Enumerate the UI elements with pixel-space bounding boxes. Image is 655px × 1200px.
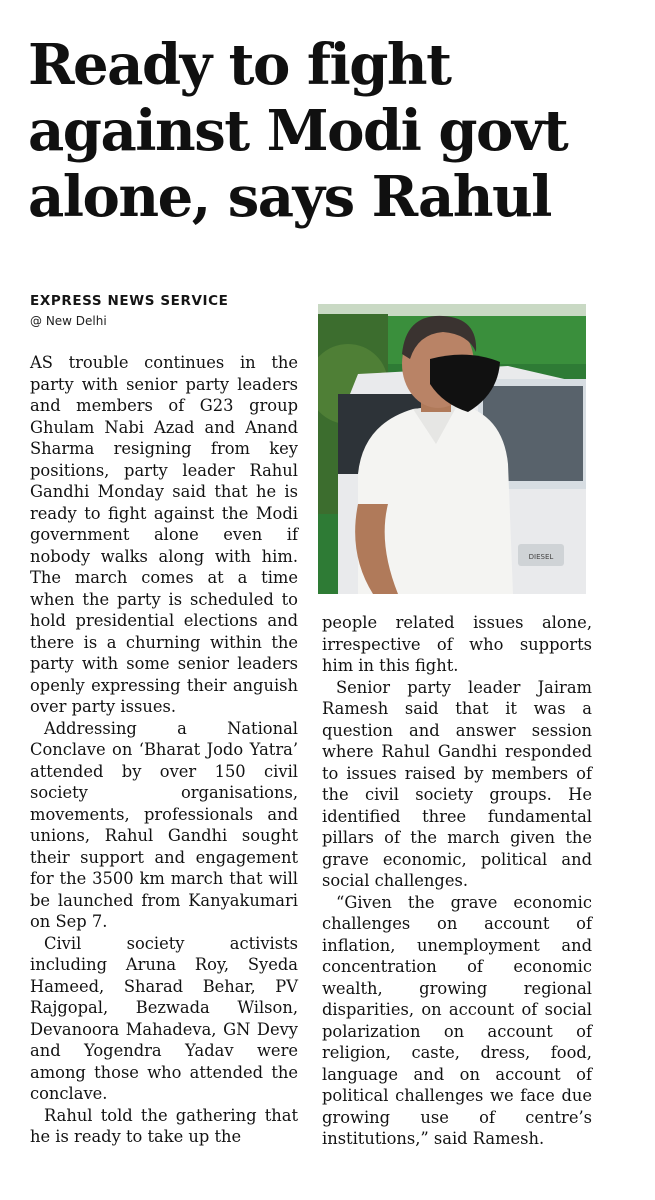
article-paragraph: AS trouble continues in the party with senior party leaders and members of G23 group Ghulam Nabi Azad and Anand Sharma resigning from key positions, party leader Rahul Gandhi Monday said that he is ready to fight against the Modi government alone even if nobody walks along with him. The march comes at a time when the party is scheduled to hold presidential elections and there is a churning within the party with some senior leaders openly expressing their anguish over party issues.	[30, 353, 298, 716]
article-paragraph: “Given the grave economic challenges on account of inflation, unemployment and concentration of economic wealth, growing regional disparities, on account of social polarization on account of religion, caste, dress, food, language and on account of political challenges we face due growing use of centre’s institutions,” said Ramesh.	[322, 892, 592, 1148]
article-paragraph: Senior party leader Jairam Ramesh said that it was a question and answer session where Rahul Gandhi responded to issues raised by members of the civil society groups. He identified three fundamental pillars of the march given the grave economic, political and social challenges.	[322, 677, 592, 890]
article-column-right	[322, 612, 592, 1150]
article-column-left	[30, 352, 298, 1148]
car-badge: DIESEL	[528, 553, 554, 561]
article-paragraph: people related issues alone, irrespective of who supports him in this fight.	[322, 613, 592, 675]
byline: EXPRESS NEWS SERVICE	[30, 293, 229, 309]
dateline: @ New Delhi	[30, 314, 107, 328]
article-paragraph: Rahul told the gathering that he is ready to take up the	[30, 1105, 298, 1146]
article-photo	[318, 304, 586, 594]
article-headline: Ready to fight against Modi govt alone, says Rahul	[28, 32, 568, 230]
photo-illustration	[318, 304, 586, 594]
article-paragraph: Civil society activists including Aruna Roy, Syeda Hameed, Sharad Behar, PV Rajgopal, Bezwada Wilson, Devanoora Mahadeva, GN Devy and Yogendra Yadav were among those who attended the conclave.	[30, 933, 298, 1103]
article-paragraph: Addressing a National Conclave on ‘Bharat Jodo Yatra’ attended by over 150 civil society organisations, movements, professionals and unions, Rahul Gandhi sought their support and engagement for the 3500 km march that will be launched from Kanyakumari on Sep 7.	[30, 718, 298, 931]
